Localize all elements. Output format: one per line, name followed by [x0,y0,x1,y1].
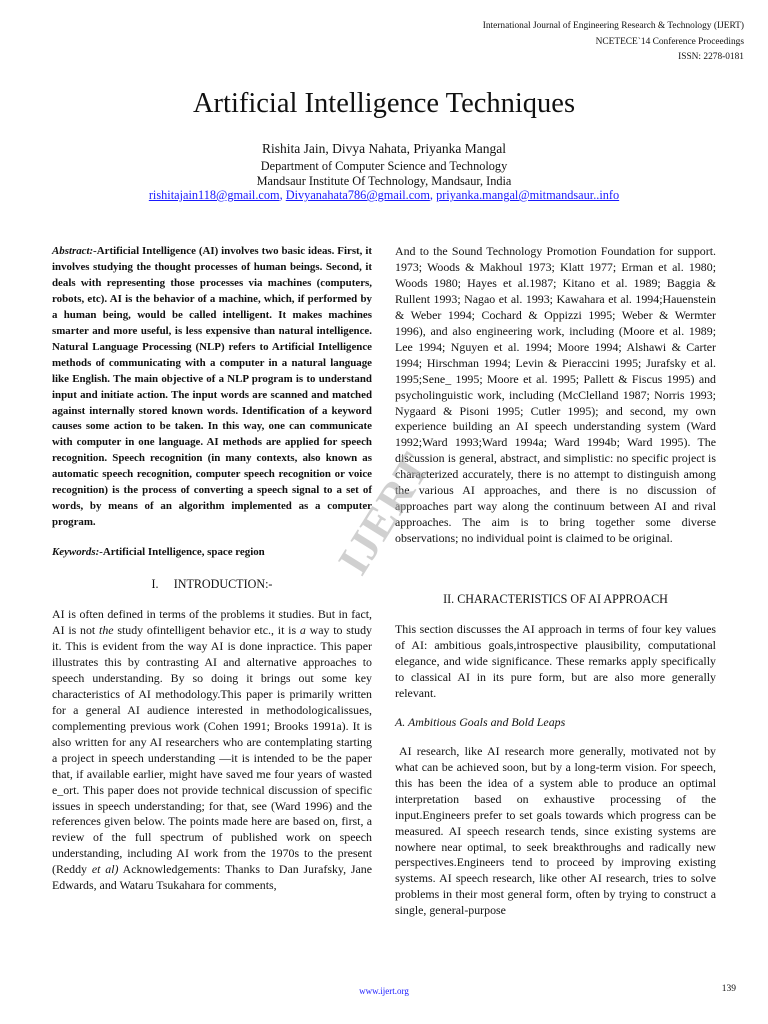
left-column [52,244,372,894]
email-separator: , [279,188,286,202]
right-column [395,244,716,919]
intro-emphasis-etal: et al) [91,862,119,877]
authors: Rishita Jain, Divya Nahata, Priyanka Mangal [261,141,507,156]
ambitious-goals-paragraph: AI research, like AI research more generally, motivated not by what can be achieved soon, but by a long-term vision. For speech, this has been the idea of a system able to produce an optimal interpretation based on exhaustive processing of the input.Engineers prefer to set goals towards which progress can be measured. AI speech research tends, since existing systems are nowhere near optimal, to seek breakthroughs and radically new perspectives.Engineers tend to proceed by improving existing systems. AI speech research, like other AI research, tries to solve problems in their most general form, often by trying to construct a single, general-purpose [395,743,716,918]
intro-emphasis-the: the [99,623,114,638]
paper-title: Artificial Intelligence Techniques [192,88,576,119]
continuation-paragraph: And to the Sound Technology Promotion Foundation for support. 1973; Woods & Makhoul 1973; Klatt 1977; Erman et al. 1980; Woods 1980; Hayes et al.1987; Kitano et al. 1989; Baggia & Rullent 1993; Nagao et al. 1993; Kawahara et al. 1994;Hauenstein & Weber 1994; Cochard & Oppizzi 1995; Weber & Wermter 1996), and also engineering work, including (Moore et al. 1989; Lee 1994; Nguyen et al. 1994; Moore 1994; Alshawi & Carter 1994; Hirschman 1994; Levin & Pieraccini 1995; Jurafsky et al. 1995;Sene_ 1995; Moore et al. 1995; Pallett & Fiscus 1995) and psycholinguistic work, including (McClelland 1987; Norris 1993; Nygaard & Pisoni 1995; Cutler 1995); and second, my own experience building an AI speech understanding system (Ward 1992;Ward 1993;Ward 1994a; Ward 1994b; Ward 1995). The discussion is general, abstract, and simplistic: no specific project is characterized accurately, there is no attempt to distinguish among the various AI approaches, and there is no discussion of approaches part way along the continuum between AI and rival approaches. The aim is to bring together some diverse observations; no individual point is claimed to be original. [395,244,716,546]
section-heading-introduction: I. INTRODUCTION:- [151,577,273,592]
abstract-label: Abstract:- [52,245,97,257]
affiliation [0,159,768,203]
section-heading-characteristics: II. CHARACTERISTICS OF AI APPROACH [443,592,668,607]
introduction-paragraph [52,607,372,894]
email-link-1[interactable]: rishitajain118@gmail.com [148,188,280,202]
intro-text-3: way to study it. This is evident from the way AI is done inpractice. This paper illustrates this by contrasting AI and alternative approaches to speech understanding. By so doing it brings out some key characteristics of AI methodology.This paper is primarily written for a general AI audience interested in methodologicalissues, complementing previous work (Cohen 1991; Brooks 1991a). It is also written for any AI researchers who are contemplating starting a project in speech understanding —it is intended to be the paper that, if available earlier, might have saved me four years of wasted e_ort. This paper does not provide technical discussion of specific issues in speech understanding; for that, see (Ward 1996) and the references given below. The points made here are based on, first, a review of the full spectrum of published work on speech understanding, including AI work from the 1970s to the present (Reddy [52,623,373,877]
page-number: 139 [721,984,736,994]
keywords-text: Artificial Intelligence, space region [102,546,265,559]
journal-name: International Journal of Engineering Research & Technology (IJERT) [482,21,744,31]
keywords [52,545,372,561]
intro-emphasis-a: a [299,623,306,638]
ijert-watermark: IJERT [328,444,441,583]
intro-text-4: Acknowledgements: Thanks to Dan Jurafsky, Jane Edwards, and Wataru Tsukahara for comments, [52,862,372,893]
footer [0,986,768,996]
intro-text-1: AI is often defined in terms of the problems it studies. But in fact, AI is not [52,607,372,638]
email-link-2[interactable]: Divyanahata786@gmail.com [285,188,430,202]
email-link-3[interactable]: priyanka.mangal@mitmandsaur..info [436,188,620,202]
abstract-text: Artificial Intelligence (AI) involves two basic ideas. First, it involves studying the thought processes of human beings. Second, it deals with representing those processes via machines (computers, robots, etc). AI is the behavior of a machine, which, if performed by a human being, would be called intelligent. It makes machines smarter and more useful, is less expensive than natural intelligence. Natural Language Processing (NLP) refers to Artificial Intelligence methods of communicating with a computer in a natural language like English. The main objective of a NLP program is to understand input and initiate action. The input words are scanned and matched against internally stored known words. Identification of a keyword causes some action to be taken. In this way, one can communicate with computer in one language. AI methods are applied for speech recognition. Speech recognition (in many contexts, also known as automatic speech recognition, computer speech recognition or voice recognition) is the process of converting a speech signal to a set of words, by means of an algorithm implemented as a computer program. [52,245,372,529]
footer-url-link[interactable]: www.ijert.org [359,986,409,996]
journal-header [483,19,744,66]
email-separator: , [429,188,437,202]
department: Department of Computer Science and Technology [260,159,508,173]
subsection-heading-ambitious-goals: A. Ambitious Goals and Bold Leaps [395,714,566,729]
abstract [52,244,372,531]
proceedings-name: NCETECE`14 Conference Proceedings [595,36,744,47]
institute: Mandsaur Institute Of Technology, Mandsaur, India [256,173,512,188]
characteristics-paragraph: This section discusses the AI approach in terms of four key values of AI: ambitious goals,introspective plausibility, computational elegance, and wide significance. These remarks apply specifically to classical AI in its pure form, but are also more generally relevant. [395,622,716,700]
issn: ISSN: 2278-0181 [678,52,744,62]
intro-text-2: study ofintelligent behavior etc., it is [113,623,300,638]
keywords-label: Keywords:- [52,546,103,559]
email-list [0,188,768,203]
column-spacer [395,547,716,576]
